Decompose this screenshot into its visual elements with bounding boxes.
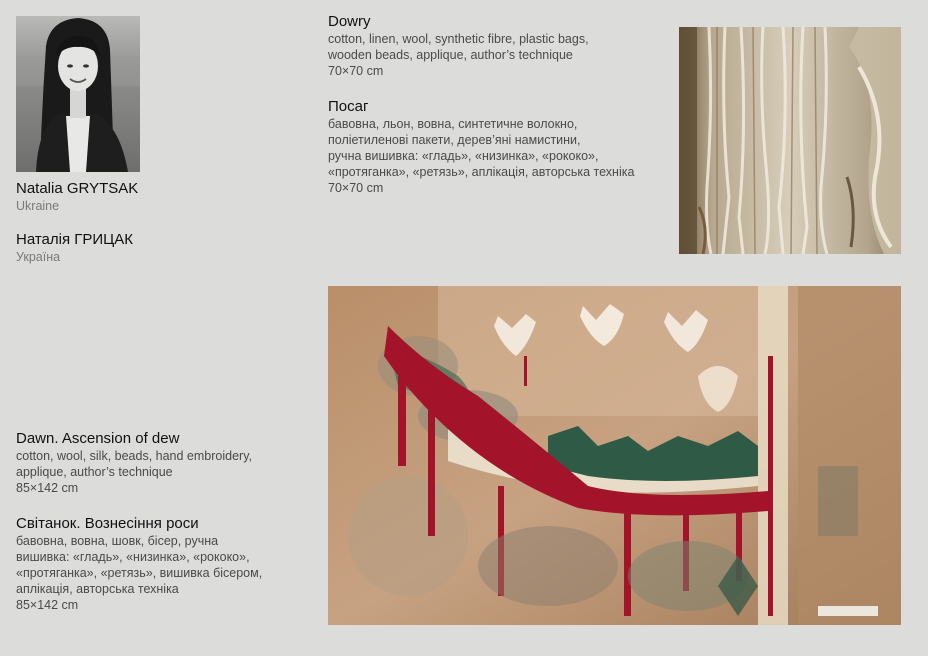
dawn-materials-en-line: applique, author’s technique — [16, 465, 173, 479]
dowry-size-en: 70×70 cm — [328, 64, 384, 78]
dowry-title-uk: Посаг — [328, 98, 369, 115]
dowry-title-en: Dowry — [328, 13, 371, 30]
dowry-materials-uk-line: ручна вишивка: «гладь», «низинка», «рококо», — [328, 149, 599, 163]
dowry-materials-uk-line: «протяганка», «ретязь», аплікація, авторська техніка — [328, 165, 635, 179]
dawn-materials-uk-line: бавовна, вовна, шовк, бісер, ручна — [16, 534, 219, 548]
artist-info-uk — [16, 231, 133, 265]
dowry-artwork-image — [679, 27, 901, 254]
dowry-materials-en-line: wooden beads, applique, author’s technique — [328, 48, 573, 62]
artist-info-en — [16, 180, 138, 214]
dawn-size-en: 85×142 cm — [16, 481, 79, 495]
dowry-caption-uk — [328, 98, 634, 196]
dawn-title-uk: Світанок. Вознесіння роси — [16, 515, 199, 532]
dawn-materials-en-line: cotton, wool, silk, beads, hand embroidery, — [16, 449, 253, 463]
dawn-materials-uk-line: аплікація, авторська техніка — [16, 582, 179, 596]
dowry-size-uk: 70×70 cm — [328, 181, 384, 195]
artist-name-uk: Наталія ГРИЦАК — [16, 231, 134, 248]
dowry-materials-uk-line: бавовна, льон, вовна, синтетичне волокно, — [328, 117, 578, 131]
dawn-materials-uk-line: «протяганка», «ретязь», вишивка бісером, — [16, 566, 263, 580]
dawn-materials-uk-line: вишивка: «гладь», «низинка», «рококо», — [16, 550, 250, 564]
dowry-caption-en — [328, 13, 589, 79]
dowry-materials-en-line: cotton, linen, wool, synthetic fibre, plastic bags, — [328, 32, 589, 46]
dawn-artwork-image — [328, 286, 901, 625]
dawn-caption-en — [16, 430, 252, 496]
dawn-size-uk: 85×142 cm — [16, 598, 79, 612]
dawn-caption-uk — [16, 515, 262, 613]
artist-name-en: Natalia GRYTSAK — [16, 180, 139, 197]
artist-portrait — [16, 16, 140, 172]
dowry-materials-uk-line: поліетиленові пакети, дерев’яні намистини, — [328, 133, 581, 147]
dawn-title-en: Dawn. Ascension of dew — [16, 430, 180, 447]
artist-country-uk: Україна — [16, 250, 61, 264]
artist-country-en: Ukraine — [16, 199, 60, 213]
